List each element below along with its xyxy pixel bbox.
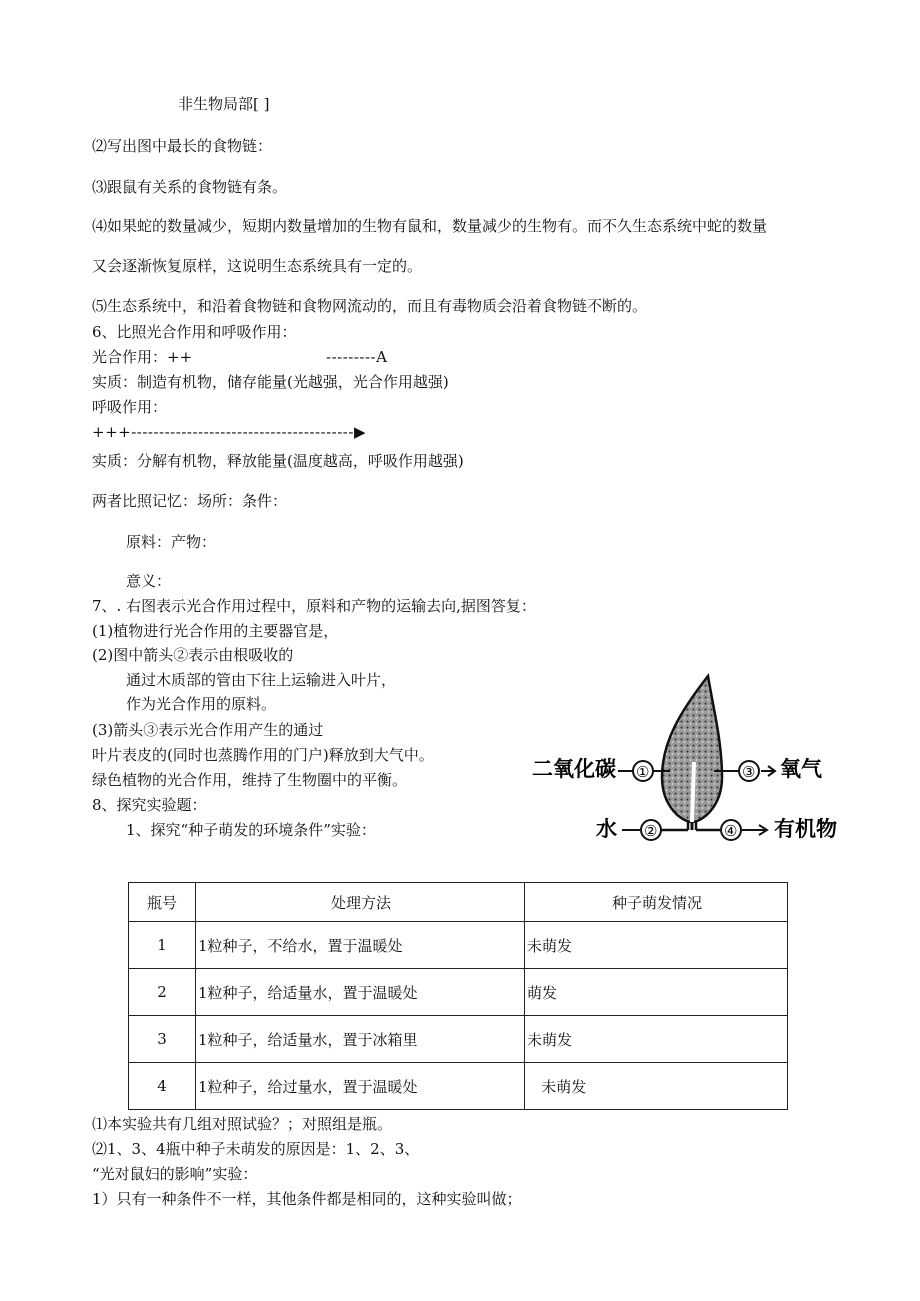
cell-bottle-no: 3: [129, 1016, 196, 1063]
compare-materials: 原料：产物：: [126, 533, 217, 551]
cell-result: 未萌发: [525, 1016, 788, 1063]
question-8-2: ⑵1、3、4瓶中种子未萌发的原因是：1、2、3、: [92, 1140, 420, 1158]
question-4-2: ⑵写出图中最长的食物链：: [92, 137, 273, 155]
photosynthesis-diagram: [530, 672, 840, 852]
respiration-arrow: +++----------------------------------------▶: [92, 423, 366, 441]
question-4-3: ⑶跟鼠有关系的食物链有条。: [92, 178, 288, 196]
respiration-label: 呼吸作用：: [92, 398, 168, 416]
compare-significance: 意义：: [126, 572, 172, 590]
question-7-3-cont: 叶片表皮的(同时也蒸腾作用的门户)释放到大气中。: [92, 746, 434, 764]
o2-label: 氧气: [780, 757, 822, 781]
header-result: 种子萌发情况: [525, 883, 788, 922]
stem-branch-left: [660, 822, 688, 830]
arrow-4-head: [742, 825, 767, 835]
table-row: [129, 969, 788, 1016]
number-1: ①: [636, 763, 650, 781]
cell-method: 1粒种子，不给水，置于温暖处: [196, 922, 525, 969]
question-7-3: (3)箭头③表示光合作用产生的通过: [92, 721, 324, 739]
experiment-2-title: “光对鼠妇的影响”实验：: [92, 1165, 258, 1183]
experiment-2-q1: 1）只有一种条件不一样，其他条件都是相同的，这种实验叫做；: [92, 1190, 522, 1208]
cell-method: 1粒种子，给过量水，置于温暖处: [196, 1063, 525, 1110]
organic-label: 有机物: [774, 817, 837, 841]
question-7-2-cont: 通过木质部的管由下往上运输进入叶片，: [126, 671, 397, 689]
leaf-midrib: [692, 762, 694, 822]
table-header-row: [129, 883, 788, 922]
cell-result: 未萌发: [525, 922, 788, 969]
cell-method: 1粒种子，给适量水，置于冰箱里: [196, 1016, 525, 1063]
compare-memory: 两者比照记忆：场所：条件：: [92, 492, 288, 510]
number-4: ④: [724, 822, 738, 840]
text-line: 非生物局部[ ]: [178, 95, 270, 113]
question-7-2: (2)图中箭头②表示由根吸收的: [92, 646, 294, 664]
water-label: 水: [596, 817, 617, 841]
table-row: [129, 1016, 788, 1063]
number-2: ②: [644, 822, 658, 840]
question-4-4: ⑷如果蛇的数量减少，短期内数量增加的生物有鼠和，数量减少的生物有。而不久生态系统中蛇的数量: [92, 217, 768, 235]
experiment-1-title: 1、探究“种子萌发的环境条件”实验：: [126, 821, 376, 839]
cell-result: 萌发: [525, 969, 788, 1016]
question-7-1: (1)植物进行光合作用的主要器官是，: [92, 622, 339, 640]
stem-branch-right: [696, 822, 720, 830]
photosynthesis-label: 光合作用：++: [92, 348, 193, 366]
arrow-3-head: [761, 766, 775, 776]
table-row: [129, 922, 788, 969]
section-6-title: 6、比照光合作用和呼吸作用：: [92, 323, 297, 341]
question-4-4-cont: 又会逐渐恢复原样，这说明生态系统具有一定的。: [92, 257, 423, 275]
seed-germination-table: [128, 882, 788, 1110]
header-method: 处理方法: [196, 883, 525, 922]
section-8-title: 8、探究实验题：: [92, 796, 207, 814]
cell-bottle-no: 2: [129, 969, 196, 1016]
cell-result: 未萌发: [525, 1063, 788, 1110]
table-row: [129, 1063, 788, 1110]
number-3: ③: [742, 763, 756, 781]
respiration-essence: 实质：分解有机物，释放能量(温度越高，呼吸作用越强): [92, 452, 464, 470]
header-bottle-no: 瓶号: [129, 883, 196, 922]
section-7-title: 7、. 右图表示光合作用过程中，原料和产物的运输去向,据图答复：: [92, 597, 536, 615]
cell-bottle-no: 1: [129, 922, 196, 969]
question-7-2-cont2: 作为光合作用的原料。: [126, 695, 277, 713]
co2-label: 二氧化碳: [532, 757, 616, 781]
photosynthesis-arrow: ---------A: [326, 348, 388, 366]
question-8-1: ⑴本实验共有几组对照试验？；对照组是瓶。: [92, 1115, 393, 1133]
question-7-4: 绿色植物的光合作用，维持了生物圈中的平衡。: [92, 771, 408, 789]
photosynthesis-essence: 实质：制造有机物，储存能量(光越强，光合作用越强): [92, 373, 449, 391]
question-4-5: ⑸生态系统中，和沿着食物链和食物网流动的，而且有毒物质会沿着食物链不断的。: [92, 297, 648, 315]
cell-bottle-no: 4: [129, 1063, 196, 1110]
cell-method: 1粒种子，给适量水，置于温暖处: [196, 969, 525, 1016]
